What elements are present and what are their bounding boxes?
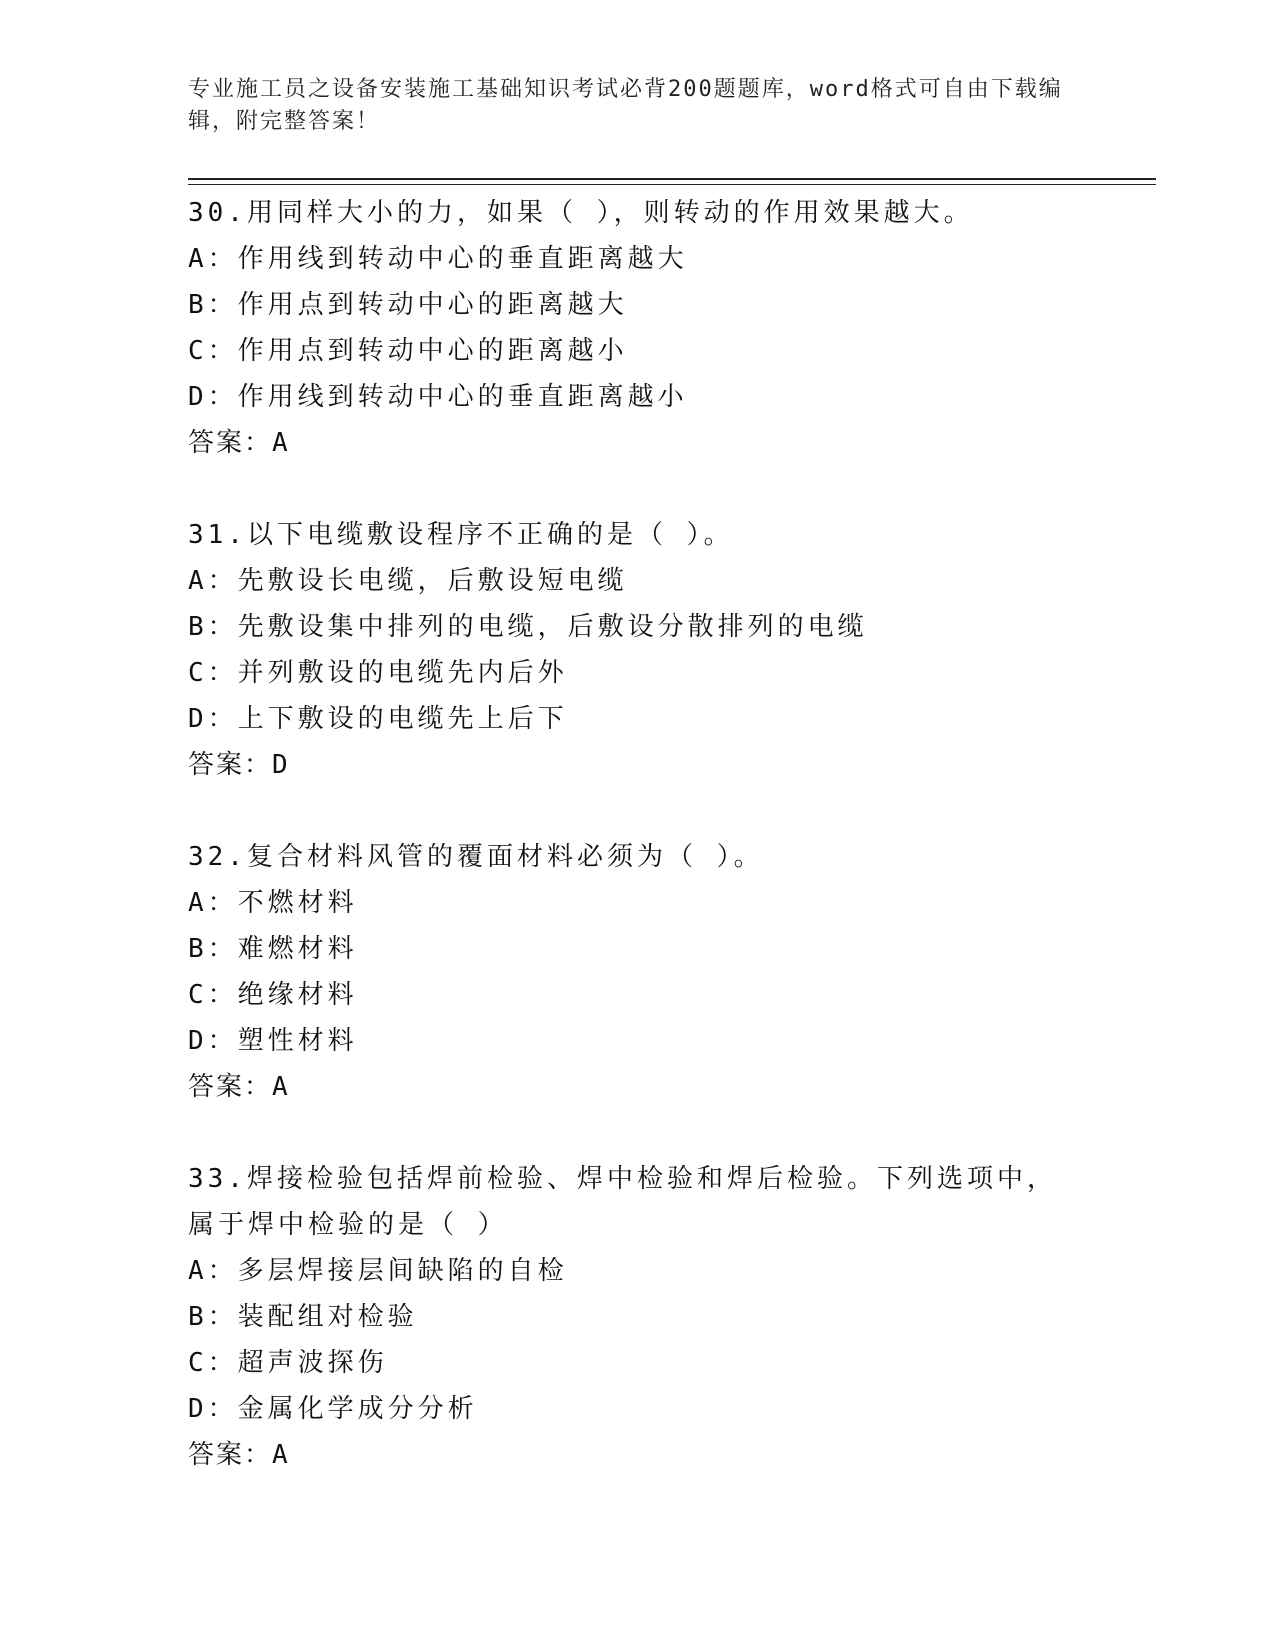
question-stem: 32.复合材料风管的覆面材料必须为（ ）。	[188, 842, 764, 872]
question-33	[188, 1156, 1156, 1478]
option-c: C：超声波探伤	[188, 1348, 388, 1378]
option-c: C：并列敷设的电缆先内后外	[188, 658, 568, 688]
option-d: D：作用线到转动中心的垂直距离越小	[188, 382, 688, 412]
option-b: B：难燃材料	[188, 934, 358, 964]
option-c: C：绝缘材料	[188, 980, 358, 1010]
answer-label: 答案：D	[188, 750, 290, 780]
header-divider-thin	[188, 184, 1156, 185]
option-d: D：塑性材料	[188, 1026, 358, 1056]
header-divider-thick	[188, 178, 1156, 180]
option-b: B：作用点到转动中心的距离越大	[188, 290, 628, 320]
question-stem: 31.以下电缆敷设程序不正确的是（ ）。	[188, 520, 734, 550]
question-stem: 33.焊接检验包括焊前检验、焊中检验和焊后检验。下列选项中，属于焊中检验的是（ ）	[188, 1164, 1057, 1240]
option-a: A：多层焊接层间缺陷的自检	[188, 1256, 568, 1286]
question-32	[188, 834, 1156, 1110]
answer-label: 答案：A	[188, 1440, 290, 1470]
question-31	[188, 512, 1156, 788]
document-header: 专业施工员之设备安装施工基础知识考试必背200题题库，word格式可自由下载编辑，附完整答案！	[188, 77, 1063, 134]
answer-label: 答案：A	[188, 1072, 290, 1102]
option-b: B：装配组对检验	[188, 1302, 418, 1332]
option-a: A：先敷设长电缆，后敷设短电缆	[188, 566, 628, 596]
question-30	[188, 190, 1156, 466]
option-b: B：先敷设集中排列的电缆，后敷设分散排列的电缆	[188, 612, 868, 642]
option-a: A：不燃材料	[188, 888, 358, 918]
option-a: A：作用线到转动中心的垂直距离越大	[188, 244, 688, 274]
option-d: D：金属化学成分分析	[188, 1394, 478, 1424]
question-list	[188, 190, 1156, 1524]
answer-label: 答案：A	[188, 428, 290, 458]
question-stem: 30.用同样大小的力，如果（ ），则转动的作用效果越大。	[188, 198, 974, 228]
option-d: D：上下敷设的电缆先上后下	[188, 704, 568, 734]
option-c: C：作用点到转动中心的距离越小	[188, 336, 628, 366]
